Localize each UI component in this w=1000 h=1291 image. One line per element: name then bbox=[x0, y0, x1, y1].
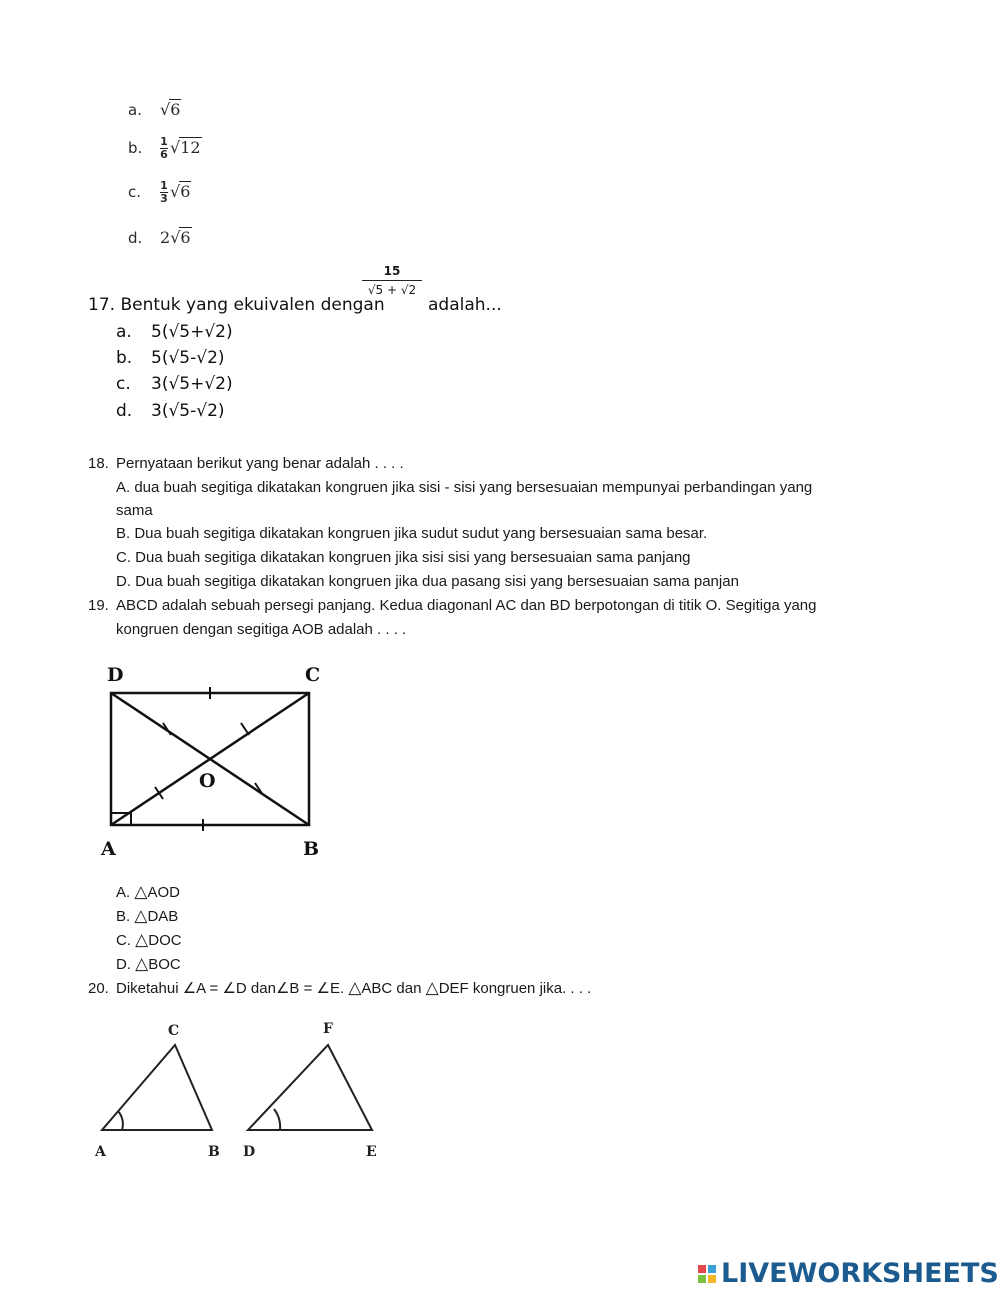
option-letter: d. bbox=[128, 229, 143, 247]
question-number: 19. bbox=[88, 597, 109, 614]
q16-option-b: b. $\frac{1}{6}$ √12 bbox=[128, 135, 201, 161]
triangle-icon: △ bbox=[135, 930, 149, 949]
q17-fraction bbox=[362, 264, 422, 297]
angle-icon: ∠ bbox=[275, 980, 290, 997]
q19-question bbox=[88, 597, 817, 614]
q19-option-c: C. △DOC bbox=[116, 930, 182, 949]
q18-option-c: C. Dua buah segitiga dikatakan kongruen jika sisi sisi yang bersesuaian sama panjang bbox=[116, 549, 691, 566]
triangle-icon: △ bbox=[135, 954, 149, 973]
triangle-icon: △ bbox=[134, 906, 148, 925]
triangle-icon: △ bbox=[348, 978, 362, 997]
q18-option-a: A. dua buah segitiga dikatakan kongruen jika sisi - sisi yang bersesuaian mempunyai perbandingan yang bbox=[116, 479, 813, 496]
q17-option-a: a. 5(√5+√2) bbox=[116, 322, 233, 342]
angle-icon: ∠ bbox=[222, 980, 236, 997]
angle-arc-a bbox=[118, 1111, 123, 1130]
fraction-numerator: 15 bbox=[383, 264, 401, 278]
vertex-label-c: C bbox=[168, 1023, 180, 1039]
q19-option-b: B. △DAB bbox=[116, 906, 179, 925]
vertex-label-f: F bbox=[323, 1021, 333, 1037]
angle-arc-d bbox=[274, 1109, 280, 1130]
q17-question-end: adalah... bbox=[428, 295, 502, 315]
q20-question: 20. Diketahui ∠A = ∠D dan∠B = ∠E. △ABC dan △DEF kongruen jika. . . . bbox=[88, 978, 592, 997]
brand-name: LIVEWORKSHEETS bbox=[721, 1258, 999, 1289]
q18-option-d: D. Dua buah segitiga dikatakan kongruen jika dua pasang sisi yang bersesuaian sama panjan bbox=[116, 573, 739, 590]
fraction-denominator: √5 + √2 bbox=[367, 283, 417, 297]
q18-option-b: B. Dua buah segitiga dikatakan kongruen jika sudut sudut yang bersesuaian sama besar. bbox=[116, 525, 708, 542]
vertex-label-b: B bbox=[208, 1144, 220, 1160]
q16-option-c: c. $\frac{1}{3}$ √6 bbox=[128, 179, 191, 205]
triangles-abc-def-figure bbox=[90, 1015, 390, 1165]
q19-option-d: D. △BOC bbox=[116, 954, 181, 973]
fraction: $\frac{1}{3}$ bbox=[160, 179, 168, 205]
triangle-abc bbox=[102, 1045, 212, 1130]
triangle-icon: △ bbox=[425, 978, 439, 997]
vertex-label-d: D bbox=[243, 1144, 256, 1160]
vertex-label-c: C bbox=[305, 664, 321, 686]
option-letter: c. bbox=[128, 183, 142, 201]
question-text: Bentuk yang ekuivalen dengan bbox=[120, 295, 385, 315]
triangle-icon: △ bbox=[134, 882, 148, 901]
q19-option-a: A. △AOD bbox=[116, 882, 180, 901]
triangle-def bbox=[248, 1045, 372, 1130]
q17-option-c: c. 3(√5+√2) bbox=[116, 374, 233, 394]
radicand: 6 bbox=[170, 100, 181, 119]
option-letter: b. bbox=[128, 139, 143, 157]
q17-option-b: b. 5(√5-√2) bbox=[116, 348, 225, 368]
q17-option-d: d. 3(√5-√2) bbox=[116, 401, 225, 421]
vertex-label-a: A bbox=[101, 838, 116, 860]
question-text: ABCD adalah sebuah persegi panjang. Kedua diagonanl AC dan BD berpotongan di titik O. Segitiga yang bbox=[116, 597, 817, 614]
radicand: 12 bbox=[180, 138, 201, 157]
center-label-o: O bbox=[199, 770, 216, 792]
vertex-label-b: B bbox=[303, 838, 320, 860]
fraction: $\frac{1}{6}$ bbox=[160, 135, 168, 161]
vertex-label-e: E bbox=[366, 1144, 377, 1160]
q16-option-d: d. 2√6 bbox=[128, 228, 191, 247]
question-number: 20. bbox=[88, 980, 109, 997]
q18-question bbox=[88, 455, 404, 472]
rectangle-abcd-figure bbox=[95, 655, 335, 865]
q16-option-a: a. √6 bbox=[128, 100, 181, 119]
angle-icon: ∠ bbox=[182, 980, 197, 997]
radicand: 6 bbox=[180, 182, 191, 201]
question-number: 18. bbox=[88, 455, 109, 472]
question-number: 17. bbox=[88, 295, 116, 315]
q17-question bbox=[88, 295, 385, 315]
vertex-label-a: A bbox=[95, 1144, 106, 1160]
q19-question-cont: kongruen dengan segitiga AOB adalah . . . . bbox=[116, 621, 407, 638]
question-text: Pernyataan berikut yang benar adalah . . . . bbox=[116, 455, 404, 472]
logo-icon bbox=[697, 1264, 717, 1284]
option-letter: a. bbox=[128, 101, 142, 119]
liveworksheets-logo bbox=[697, 1258, 999, 1289]
q18-option-a-cont: sama bbox=[116, 502, 153, 519]
radicand: 6 bbox=[180, 228, 191, 247]
angle-icon: ∠ bbox=[316, 980, 330, 997]
vertex-label-d: D bbox=[107, 664, 124, 686]
